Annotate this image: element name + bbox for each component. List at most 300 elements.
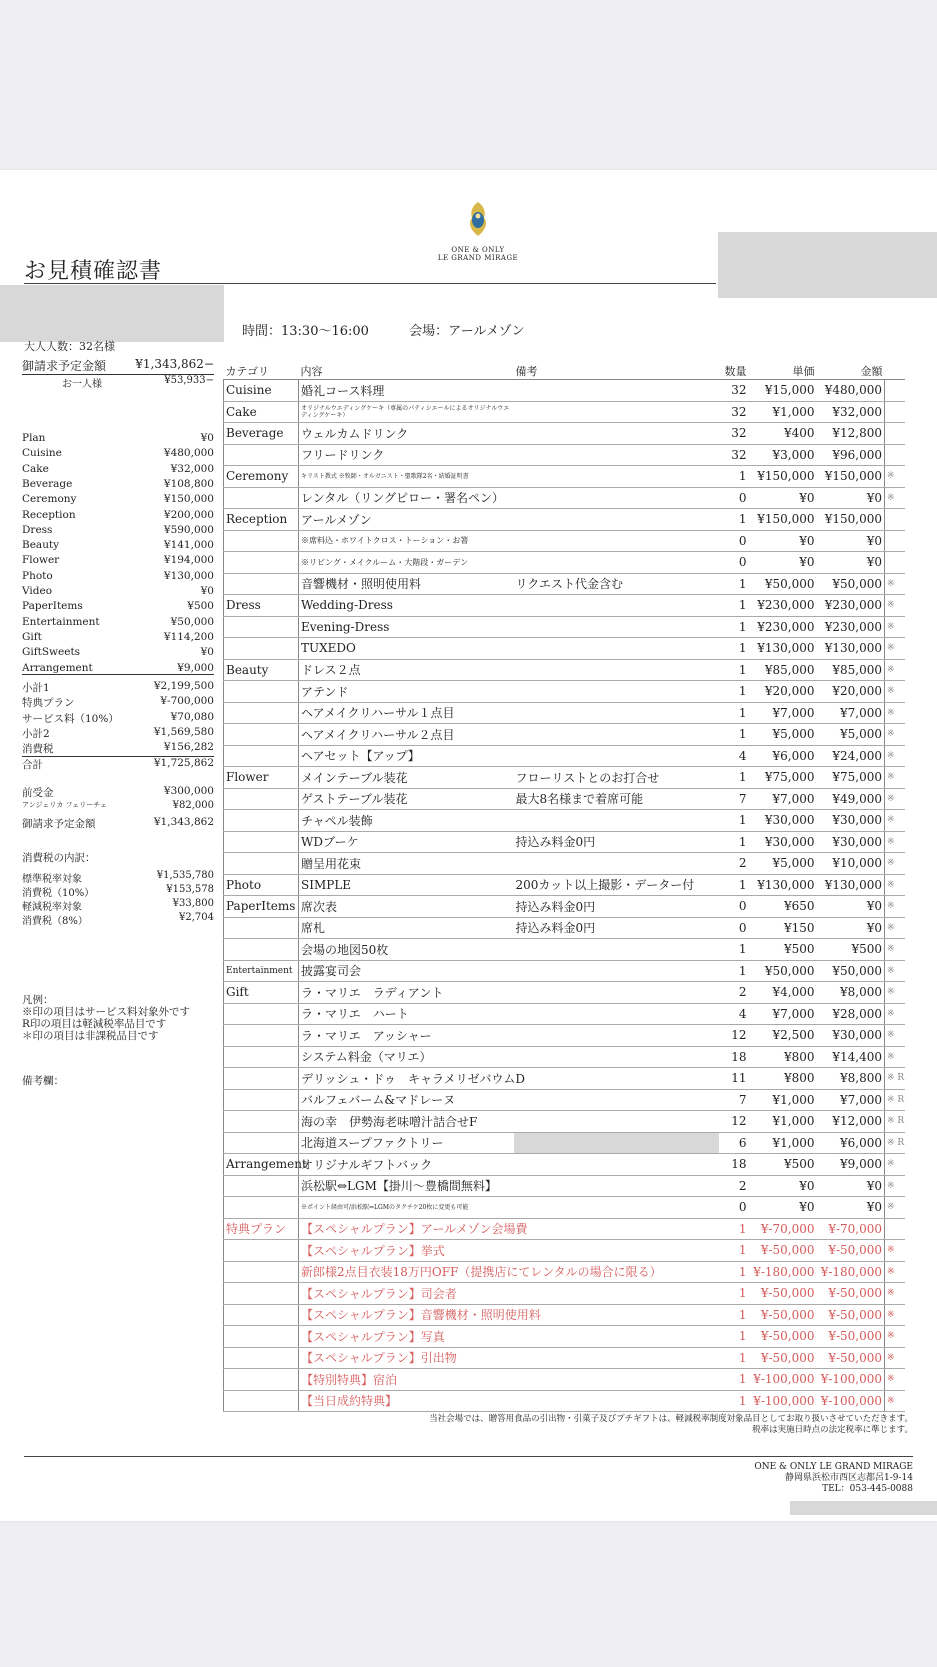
row-unit-price: ¥-50,000 [749, 1347, 817, 1369]
row-note: 持込み料金0円 [514, 831, 719, 853]
row-tax-mark: ※ [885, 745, 905, 767]
row-tax-mark: ※ [885, 573, 905, 595]
category-total-label: Gift [22, 630, 42, 643]
row-amount: ¥0 [817, 530, 885, 552]
row-content: 席札 [299, 917, 514, 939]
row-content: 【スペシャルプラン】写真 [299, 1326, 514, 1348]
row-unit-price: ¥20,000 [749, 681, 817, 703]
table-row [224, 552, 905, 574]
row-qty: 1 [719, 960, 749, 982]
per-person-label: お一人様 [62, 379, 102, 390]
row-tax-mark: ※ [885, 1304, 905, 1326]
table-row [224, 853, 905, 875]
row-tax-mark: ※ [885, 896, 905, 918]
row-unit-price: ¥500 [749, 1154, 817, 1176]
row-qty: 1 [719, 1390, 749, 1412]
row-amount: ¥-50,000 [817, 1283, 885, 1305]
row-qty: 0 [719, 487, 749, 509]
row-category: Ceremony [224, 466, 299, 488]
row-tax-mark: ※ R [885, 1132, 905, 1154]
row-unit-price: ¥800 [749, 1068, 817, 1090]
row-category: Cake [224, 401, 299, 423]
row-amount: ¥0 [817, 1175, 885, 1197]
row-tax-mark: ※ [885, 939, 905, 961]
row-content: ※ポイント経由可/浜松駅⇔LGMのタクチケ20枚に変更も可能 [299, 1197, 514, 1219]
row-amount: ¥130,000 [817, 874, 885, 896]
row-qty: 32 [719, 401, 749, 423]
row-category [224, 1347, 299, 1369]
row-amount: ¥0 [817, 1197, 885, 1219]
row-qty: 1 [719, 724, 749, 746]
row-content: フリードリンク [299, 444, 514, 466]
row-unit-price: ¥0 [749, 530, 817, 552]
row-note [514, 1111, 719, 1133]
row-note [514, 509, 719, 531]
row-unit-price: ¥7,000 [749, 788, 817, 810]
row-tax-mark [885, 444, 905, 466]
row-content: ウェルカムドリンク [299, 423, 514, 445]
row-amount: ¥0 [817, 552, 885, 574]
row-unit-price: ¥-180,000 [749, 1261, 817, 1283]
row-qty: 1 [719, 1369, 749, 1391]
category-total-value: ¥500 [187, 600, 214, 613]
company-address: 静岡県浜松市西区志都呂1-9-14 [785, 1473, 913, 1483]
category-total-label: Cuisine [22, 447, 62, 460]
company-name: ONE & ONLY LE GRAND MIRAGE [754, 1462, 913, 1472]
tax-row-value: ¥33,800 [172, 898, 214, 909]
header-unit-price: 単価 [749, 363, 817, 380]
row-content: ヘアメイクリハーサル１点目 [299, 702, 514, 724]
row-category: Beverage [224, 423, 299, 445]
tax-row [22, 898, 214, 913]
row-qty: 18 [719, 1046, 749, 1068]
row-qty: 12 [719, 1111, 749, 1133]
row-tax-mark: ※ R [885, 1089, 905, 1111]
summary-total-row-value: ¥156,282 [163, 741, 214, 754]
row-content: TUXEDO [299, 638, 514, 660]
table-row [224, 874, 905, 896]
row-category: Cuisine [224, 380, 299, 402]
table-row [224, 616, 905, 638]
row-content: オリジナルウエディングケーキ（専属のパティシエールによるオリジナルウエディングケーキ） [299, 401, 514, 423]
row-qty: 1 [719, 466, 749, 488]
row-note [514, 1046, 719, 1068]
row-amount: ¥130,000 [817, 638, 885, 660]
row-note [514, 595, 719, 617]
row-category: Gift [224, 982, 299, 1004]
row-category [224, 1326, 299, 1348]
row-category [224, 1369, 299, 1391]
row-category: Entertainment [224, 960, 299, 982]
summary-total-row-value: ¥2,199,500 [153, 680, 214, 692]
row-category [224, 745, 299, 767]
row-content: チャペル装飾 [299, 810, 514, 832]
table-row [224, 423, 905, 445]
estimate-document [0, 170, 937, 1521]
category-total-label: Plan [22, 432, 46, 444]
table-row [224, 595, 905, 617]
category-total-value: ¥50,000 [170, 615, 214, 628]
legend-line-1: ※印の項目はサービス料対象外です [22, 1006, 190, 1018]
row-note [514, 1347, 719, 1369]
header-note: 備考 [514, 363, 719, 380]
row-note [514, 982, 719, 1004]
row-amount: ¥8,000 [817, 982, 885, 1004]
table-row [224, 1089, 905, 1111]
row-note [514, 380, 719, 402]
table-row [224, 1369, 905, 1391]
row-qty: 1 [719, 874, 749, 896]
summary-total-row-value: ¥70,080 [170, 710, 214, 723]
table-row [224, 1197, 905, 1219]
table-row [224, 1218, 905, 1240]
row-category [224, 1089, 299, 1111]
row-unit-price: ¥30,000 [749, 831, 817, 853]
row-unit-price: ¥4,000 [749, 982, 817, 1004]
row-amount: ¥85,000 [817, 659, 885, 681]
row-unit-price: ¥1,000 [749, 1089, 817, 1111]
table-row [224, 724, 905, 746]
row-amount: ¥24,000 [817, 745, 885, 767]
estimate-table [223, 363, 905, 1412]
row-unit-price: ¥7,000 [749, 1003, 817, 1025]
row-content: バルフェバーム&マドレーヌ [299, 1089, 514, 1111]
table-row [224, 487, 905, 509]
table-row [224, 573, 905, 595]
row-qty: 1 [719, 509, 749, 531]
row-tax-mark: ※ [885, 1025, 905, 1047]
row-note [514, 638, 719, 660]
company-info [754, 1462, 913, 1495]
category-total-value: ¥590,000 [163, 523, 214, 536]
category-total-value: ¥0 [200, 585, 214, 597]
row-unit-price: ¥50,000 [749, 573, 817, 595]
row-amount: ¥150,000 [817, 509, 885, 531]
row-tax-mark: ※ [885, 982, 905, 1004]
row-qty: 0 [719, 552, 749, 574]
category-total [22, 631, 214, 643]
row-tax-mark: ※ [885, 724, 905, 746]
deposit-label: 前受金 [22, 787, 54, 799]
row-content: 音響機材・照明使用料 [299, 573, 514, 595]
row-qty: 1 [719, 1283, 749, 1305]
row-unit-price: ¥-50,000 [749, 1304, 817, 1326]
row-category [224, 702, 299, 724]
row-qty: 11 [719, 1068, 749, 1090]
row-qty: 1 [719, 595, 749, 617]
row-amount: ¥12,000 [817, 1111, 885, 1133]
row-category [224, 810, 299, 832]
row-content: 【特別特典】宿泊 [299, 1369, 514, 1391]
row-amount: ¥-70,000 [817, 1218, 885, 1240]
table-row [224, 1261, 905, 1283]
row-unit-price: ¥30,000 [749, 810, 817, 832]
category-total [22, 524, 214, 536]
row-note [514, 681, 719, 703]
row-tax-mark: ※ [885, 659, 905, 681]
category-total [22, 600, 214, 612]
row-amount: ¥10,000 [817, 853, 885, 875]
row-content: Wedding-Dress [299, 595, 514, 617]
row-note [514, 745, 719, 767]
deposit-sub [22, 800, 214, 811]
row-tax-mark: ※ [885, 767, 905, 789]
row-note: 200カット以上撮影・データー付 [514, 874, 719, 896]
row-note [514, 960, 719, 982]
row-amount: ¥7,000 [817, 1089, 885, 1111]
row-note [514, 1132, 719, 1154]
tax-note-line-2: 税率は実施日時点の法定税率に準じます。 [752, 1425, 913, 1435]
table-row [224, 401, 905, 423]
row-unit-price: ¥400 [749, 423, 817, 445]
row-category [224, 552, 299, 574]
tax-row-label: 標準税率対象 [22, 874, 82, 885]
row-note [514, 1197, 719, 1219]
row-category: Dress [224, 595, 299, 617]
row-qty: 12 [719, 1025, 749, 1047]
deposit-sub-label: アンジェリカ フェリーチェ [22, 801, 107, 809]
row-unit-price: ¥75,000 [749, 767, 817, 789]
row-amount: ¥-100,000 [817, 1369, 885, 1391]
row-content: 【スペシャルプラン】挙式 [299, 1240, 514, 1262]
row-unit-price: ¥0 [749, 487, 817, 509]
legend-line-3: ＊印の項目は非課税品目です [22, 1030, 159, 1042]
row-note [514, 1068, 719, 1090]
row-amount: ¥150,000 [817, 466, 885, 488]
row-unit-price: ¥500 [749, 939, 817, 961]
summary-total-row-value: ¥-700,000 [160, 695, 214, 708]
table-row [224, 638, 905, 660]
row-note [514, 1025, 719, 1047]
row-content: 【当日成約特典】 [299, 1390, 514, 1412]
row-qty: 1 [719, 681, 749, 703]
category-total [22, 554, 214, 566]
row-tax-mark: ※ [885, 466, 905, 488]
row-tax-mark: ※ [885, 595, 905, 617]
row-unit-price: ¥3,000 [749, 444, 817, 466]
row-note [514, 659, 719, 681]
category-total [22, 570, 214, 582]
row-content: 席次表 [299, 896, 514, 918]
category-total-value: ¥130,000 [163, 569, 214, 582]
footer-rule [24, 1456, 913, 1457]
row-tax-mark [885, 423, 905, 445]
category-total-value: ¥200,000 [163, 508, 214, 521]
row-unit-price: ¥5,000 [749, 853, 817, 875]
table-row [224, 1003, 905, 1025]
category-total-label: PaperItems [22, 600, 83, 613]
row-unit-price: ¥230,000 [749, 595, 817, 617]
row-content: ラ・マリエ ハート [299, 1003, 514, 1025]
tax-row [22, 912, 214, 927]
category-total-value: ¥9,000 [177, 661, 214, 674]
deposit [22, 785, 214, 800]
summary-total-row-label: 合計 [22, 758, 43, 771]
summary-total-row-label: サービス料（10%） [22, 712, 119, 725]
summary-total-row [22, 741, 214, 757]
row-qty: 32 [719, 444, 749, 466]
row-category [224, 1304, 299, 1326]
summary-total-row [22, 680, 214, 695]
row-note [514, 1369, 719, 1391]
category-total-label: Beauty [22, 539, 60, 552]
tax-row-label: 軽減税率対象 [22, 902, 82, 913]
table-row [224, 810, 905, 832]
row-amount: ¥7,000 [817, 702, 885, 724]
document-title: お見積確認書 [24, 259, 163, 284]
row-tax-mark: ※ [885, 1154, 905, 1176]
row-amount: ¥-180,000 [817, 1261, 885, 1283]
remarks-label: 備考欄： [22, 1075, 64, 1087]
row-content: 【スペシャルプラン】音響機材・照明使用料 [299, 1304, 514, 1326]
row-unit-price: ¥-50,000 [749, 1326, 817, 1348]
row-qty: 1 [719, 810, 749, 832]
row-unit-price: ¥-50,000 [749, 1240, 817, 1262]
per-person-value: ¥53,933− [164, 375, 214, 386]
row-qty: 0 [719, 917, 749, 939]
row-content: ラ・マリエ アッシャー [299, 1025, 514, 1047]
crest-icon [464, 200, 492, 240]
summary-total-row-label: 特典プラン [22, 697, 75, 710]
table-row [224, 982, 905, 1004]
row-content: ラ・マリエ ラディアント [299, 982, 514, 1004]
category-total-value: ¥194,000 [163, 554, 214, 567]
row-content: ヘアセット【アップ】 [299, 745, 514, 767]
category-total-label: Cake [22, 462, 49, 475]
row-category [224, 1261, 299, 1283]
row-tax-mark: ※ [885, 1347, 905, 1369]
table-row [224, 1154, 905, 1176]
row-amount: ¥20,000 [817, 681, 885, 703]
row-content: ※席料込・ホワイトクロス・トーション・お箸 [299, 530, 514, 552]
guest-count: 大人人数：32名様 [24, 340, 115, 353]
table-row [224, 1390, 905, 1412]
row-category [224, 724, 299, 746]
table-row [224, 1068, 905, 1090]
category-total-label: Reception [22, 508, 76, 521]
row-qty: 1 [719, 831, 749, 853]
row-note: リクエスト代金含む [514, 573, 719, 595]
tax-row-label: 消費税（10%） [22, 888, 95, 899]
table-row [224, 1304, 905, 1326]
billing-total-value: ¥1,343,862− [135, 357, 214, 371]
row-note: 持込み料金0円 [514, 896, 719, 918]
row-tax-mark: ※ [885, 1046, 905, 1068]
row-note [514, 1283, 719, 1305]
row-unit-price: ¥0 [749, 1175, 817, 1197]
event-time: 時間：13:30〜16:00 [242, 324, 369, 339]
row-note [514, 1390, 719, 1412]
row-category: Photo [224, 874, 299, 896]
table-row [224, 702, 905, 724]
row-qty: 4 [719, 745, 749, 767]
category-total [22, 585, 214, 597]
row-content: 新郎様2点目衣装18万円OFF（提携店にてレンタルの場合に限る） [299, 1261, 514, 1283]
category-total-value: ¥141,000 [163, 539, 214, 552]
row-tax-mark [885, 380, 905, 402]
row-note [514, 939, 719, 961]
row-qty: 1 [719, 1347, 749, 1369]
row-amount: ¥14,400 [817, 1046, 885, 1068]
header-qty: 数量 [719, 363, 749, 380]
row-category [224, 1025, 299, 1047]
row-unit-price: ¥-100,000 [749, 1369, 817, 1391]
table-row [224, 917, 905, 939]
row-qty: 7 [719, 788, 749, 810]
table-row [224, 1132, 905, 1154]
row-tax-mark: ※ [885, 788, 905, 810]
billing-total [22, 357, 214, 375]
row-unit-price: ¥0 [749, 1197, 817, 1219]
row-content: 披露宴司会 [299, 960, 514, 982]
row-unit-price: ¥130,000 [749, 638, 817, 660]
table-row [224, 380, 905, 402]
row-note [514, 423, 719, 445]
category-total [22, 616, 214, 628]
tax-note-line-1: 当社会場では、贈答用食品の引出物・引菓子及びプチギフトは、軽減税率制度対象品目としてお取り扱いさせていただきます。 [429, 1414, 913, 1424]
redacted-block [790, 1501, 937, 1515]
redacted-block [0, 285, 224, 342]
row-tax-mark: ※ [885, 1197, 905, 1219]
row-amount: ¥12,800 [817, 423, 885, 445]
row-content: ヘアメイクリハーサル２点目 [299, 724, 514, 746]
row-unit-price: ¥1,000 [749, 401, 817, 423]
row-category [224, 1283, 299, 1305]
summary-total-row [22, 726, 214, 741]
category-total-value: ¥32,000 [170, 462, 214, 475]
table-row [224, 444, 905, 466]
row-amount: ¥28,000 [817, 1003, 885, 1025]
category-total-value: ¥108,800 [163, 477, 214, 490]
row-category [224, 939, 299, 961]
row-unit-price: ¥150,000 [749, 466, 817, 488]
category-total [22, 539, 214, 551]
row-tax-mark: ※ [885, 874, 905, 896]
category-total [22, 509, 214, 521]
row-amount: ¥75,000 [817, 767, 885, 789]
row-amount: ¥-50,000 [817, 1326, 885, 1348]
row-amount: ¥32,000 [817, 401, 885, 423]
row-category [224, 1003, 299, 1025]
category-total-label: Video [22, 585, 53, 597]
legend-title: 凡例： [22, 994, 54, 1006]
row-amount: ¥5,000 [817, 724, 885, 746]
row-amount: ¥-50,000 [817, 1240, 885, 1262]
category-total [22, 662, 214, 675]
row-tax-mark: ※ [885, 810, 905, 832]
row-note [514, 487, 719, 509]
row-amount: ¥30,000 [817, 1025, 885, 1047]
row-unit-price: ¥85,000 [749, 659, 817, 681]
category-total [22, 646, 214, 658]
row-unit-price: ¥230,000 [749, 616, 817, 638]
summary-total-row-label: 小計1 [22, 682, 50, 694]
row-note [514, 552, 719, 574]
row-content: ※リビング・メイクルーム・大階段・ガーデン [299, 552, 514, 574]
row-note: 最大8名様まで着席可能 [514, 788, 719, 810]
row-category [224, 1197, 299, 1219]
per-person [22, 375, 214, 390]
row-amount: ¥0 [817, 917, 885, 939]
table-row [224, 1025, 905, 1047]
row-qty: 7 [719, 1089, 749, 1111]
category-total-label: Photo [22, 569, 53, 582]
row-amount: ¥96,000 [817, 444, 885, 466]
row-unit-price: ¥2,500 [749, 1025, 817, 1047]
row-note: 持込み料金0円 [514, 917, 719, 939]
row-qty: 6 [719, 1132, 749, 1154]
tax-row [22, 884, 214, 899]
